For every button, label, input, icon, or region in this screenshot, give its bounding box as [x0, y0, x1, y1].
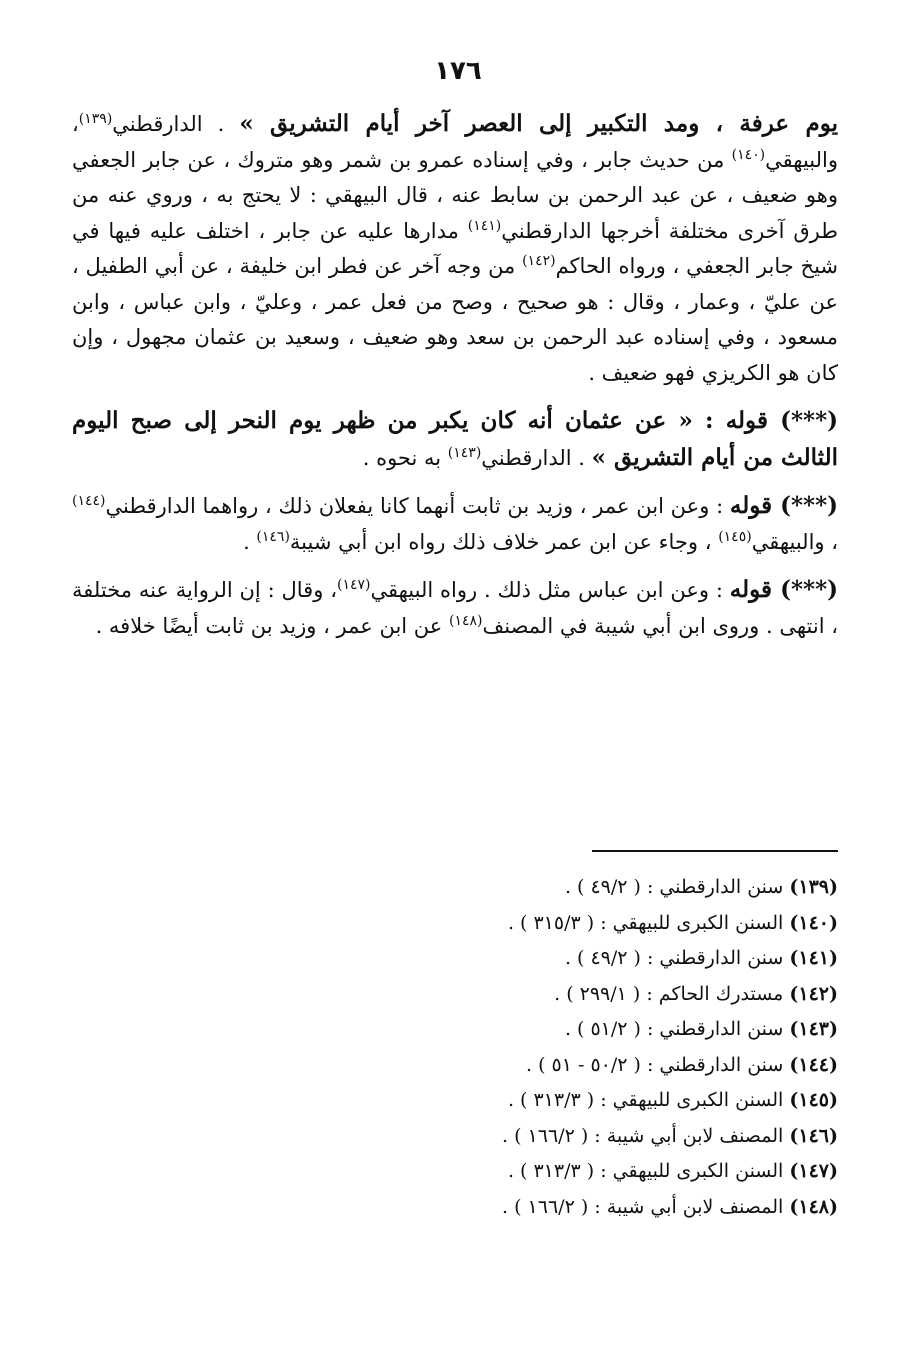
text-run: ، والبيهقي: [72, 112, 838, 172]
footnote-ref[interactable]: (١٤٥): [718, 528, 752, 545]
footnote-text: مستدرك الحاكم : ( ٢٩٩/١ ) .: [554, 982, 790, 1005]
footnote-number: (١٤٨): [789, 1195, 838, 1218]
footnote-ref[interactable]: (١٤٨): [449, 612, 483, 629]
text-run: ، وجاء عن ابن عمر خلاف ذلك رواه ابن أبي شيبة: [289, 529, 719, 554]
footnote-text: السنن الكبرى للبيهقي : ( ٣١٥/٣ ) .: [507, 911, 790, 934]
footnote-item: [300, 1083, 838, 1119]
footnote-ref[interactable]: (١٤٣): [447, 444, 482, 461]
text-run: : وعن ابن عمر ، وزيد بن ثابت أنهما كانا يفعلان ذلك ، رواهما الدارقطني: [105, 494, 730, 518]
footnote-text: المصنف لابن أبي شيبة : ( ١٦٦/٢ ) .: [502, 1195, 790, 1218]
footnote-ref[interactable]: (١٤٢): [522, 253, 556, 269]
footnote-item: [300, 1012, 838, 1048]
footnote-ref[interactable]: (١٣٩): [78, 111, 113, 127]
footnote-item: [300, 941, 838, 977]
footnote-ref[interactable]: (١٤١): [467, 217, 502, 234]
footnote-text: السنن الكبرى للبيهقي : ( ٣١٣/٣ ) .: [507, 1089, 790, 1111]
footnote-item: [300, 1119, 838, 1155]
footnote-number: (١٤٢): [789, 982, 838, 1005]
section-marker: (***) قوله: [729, 492, 838, 519]
quoted-text: يوم عرفة ، ومد التكبير إلى العصر آخر أيام التشريق »: [239, 110, 838, 137]
footnote-number: (١٣٩): [789, 876, 838, 898]
footnote-text: السنن الكبرى للبيهقي : ( ٣١٣/٣ ) .: [507, 1160, 790, 1182]
paragraph-2: [72, 403, 838, 476]
footnote-ref[interactable]: (١٤٤): [72, 493, 106, 509]
footnote-number: (١٤١): [789, 947, 838, 969]
quoted-text: (***) قوله : « عن عثمان أنه كان يكبر من ظهر يوم النحر إلى صبح اليوم الثالث من أيام التشريق »: [72, 407, 838, 471]
text-run: من وجه آخر عن فطر ابن خليفة ، عن أبي الطفيل ، عن عليّ ، وعمار ، وقال : هو صحيح ، وصح من فعل عمر ، وعليّ ، وابن عباس ، وابن مسعود ، وفي إسناده عبد الرحمن بن سعد وهو ضعيف ، وسعيد بن عثمان مجهول ، وإن كان هو الكريزي فهو ضعيف .: [72, 254, 838, 385]
footnote-item: [300, 906, 838, 942]
footnote-text: المصنف لابن أبي شيبة : ( ١٦٦/٢ ) .: [502, 1124, 790, 1147]
text-run: به نحوه .: [362, 445, 448, 470]
page-number: ١٧٦: [434, 56, 482, 86]
footnotes-list: [300, 870, 838, 1225]
footnote-ref[interactable]: (١٤٦): [256, 528, 290, 545]
footnote-number: (١٤٧): [789, 1160, 838, 1182]
footnote-text: سنن الدارقطني : ( ٥٠/٢ - ٥١ ) .: [526, 1053, 790, 1076]
footnote-item: [300, 870, 838, 906]
footnote-number: (١٤٤): [789, 1053, 838, 1076]
footnote-number: (١٤٣): [789, 1018, 838, 1040]
text-run: مدارها عليه عن جابر ، اختلف عليه فيها في شيخ جابر الجعفي ، ورواه الحاكم: [72, 218, 838, 278]
text-run: .: [243, 529, 257, 554]
footnote-ref[interactable]: (١٤٠): [731, 146, 766, 163]
footnote-item: [300, 1048, 838, 1084]
paragraph-3: [72, 488, 838, 560]
footnote-text: سنن الدارقطني : ( ٥١/٢ ) .: [564, 1018, 790, 1040]
paragraph-4: [72, 572, 838, 644]
text-run: : وعن ابن عباس مثل ذلك . رواه البيهقي: [370, 578, 730, 602]
footnote-separator: [592, 850, 838, 852]
text-run: . الدارقطني: [481, 445, 592, 470]
text-run: ، والبيهقي: [751, 529, 838, 554]
footnote-number: (١٤٥): [789, 1089, 838, 1111]
paragraph-1: [72, 106, 838, 391]
main-text: [72, 106, 838, 644]
footnote-item: [300, 1190, 838, 1226]
footnote-number: (١٤٦): [789, 1124, 838, 1147]
text-run: ، وقال : إن الرواية عنه مختلفة ، انتهى . وروى ابن أبي شيبة في المصنف: [72, 578, 838, 638]
footnote-text: سنن الدارقطني : ( ٤٩/٢ ) .: [564, 876, 790, 898]
footnote-item: [300, 977, 838, 1013]
text-run: من حديث جابر ، وفي إسناده عمرو بن شمر وهو متروك ، عن جابر الجعفي وهو ضعيف ، عن عبد الرحمن بن سابط عنه ، قال البيهقي : لا يحتج به ، وروي عنه من طرق آخرى مختلفة أخرجها الدارقطني: [72, 147, 838, 243]
text-run: . الدارقطني: [112, 112, 240, 136]
section-marker: (***) قوله: [729, 576, 838, 603]
text-run: عن ابن عمر ، وزيد بن ثابت أيضًا خلافه .: [95, 613, 449, 638]
footnote-number: (١٤٠): [789, 911, 838, 934]
footnote-item: [300, 1154, 838, 1190]
footnote-ref[interactable]: (١٤٧): [336, 577, 371, 593]
footnote-text: سنن الدارقطني : ( ٤٩/٢ ) .: [564, 947, 790, 969]
